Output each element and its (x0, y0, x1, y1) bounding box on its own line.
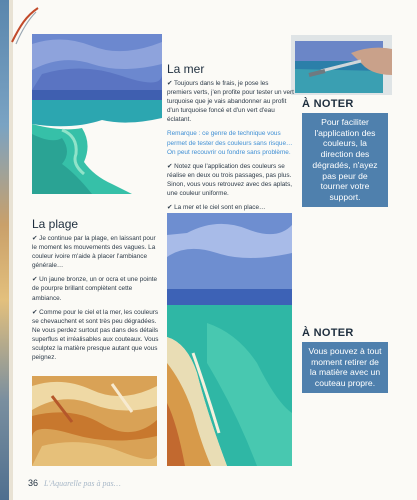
note-text-1: Pour faciliter l'application des couleurs, la direction des dégradés, n'ayez pas peur de tourner votre support. (302, 113, 388, 207)
note-box-1 (302, 98, 388, 207)
sea-paragraph-1: ✔ Toujours dans le frais, je pose les premiers verts, j'en profite pour tester un vert turquoise que je vais abandonner au profit d'un turquoise foncé et d'un vert d'eau éclatant. (167, 80, 294, 124)
beach-paragraph-1: ✔ Je continue par la plage, en laissant pour le moment les mouvements des vagues. La couleur ivoire m'aide à placer l'ambiance générale… (32, 235, 156, 270)
painting-beach (167, 213, 292, 466)
book-title: L'Aquarelle pas à pas… (44, 479, 121, 488)
section-sea (167, 62, 295, 217)
decorative-strip (0, 0, 9, 500)
beach-paragraph-3: ✔ Comme pour le ciel et la mer, les couleurs se chevauchent et sont très peu dégradées. Ne vous perdez surtout pas dans des détails superflus et irréalisables aux couteaux. Vous sculptez la matière presque autant que vous peignez. (32, 308, 159, 362)
note-box-2 (302, 327, 388, 393)
beach-paragraph-2: ✔ Un jaune bronze, un or ocra et une pointe de pourpre brillant complètent cette ambiance. (32, 276, 158, 302)
sea-paragraph-2: ✔ Notez que l'application des couleurs se réalise en deux ou trois passages, pas plus. Sinon, vous vous retrouvez avec des aplats, une couleur uniforme. (167, 162, 293, 198)
section-beach (32, 217, 160, 367)
page-footer (28, 478, 228, 488)
note-title-2: À NOTER (302, 327, 354, 339)
section-title-beach: La plage (32, 217, 79, 231)
sea-paragraph-3: ✔ La mer et le ciel sont en place… (167, 204, 266, 212)
photo-palette-knife (291, 35, 392, 95)
decorative-strip-edge (9, 0, 13, 500)
painting-sand-detail (32, 376, 157, 466)
section-title-sea: La mer (167, 62, 205, 76)
note-text-2: Vous pouvez à tout moment retirer de la matière avec un couteau propre. (302, 342, 388, 393)
note-title-1: À NOTER (302, 98, 354, 110)
painting-sea (32, 34, 162, 194)
sea-remark: Remarque : ce genre de technique vous permet de tester des couleurs sans risque… On peut recouvrir ou fondre sans problème. (167, 130, 293, 156)
page-number: 36 (28, 478, 39, 488)
